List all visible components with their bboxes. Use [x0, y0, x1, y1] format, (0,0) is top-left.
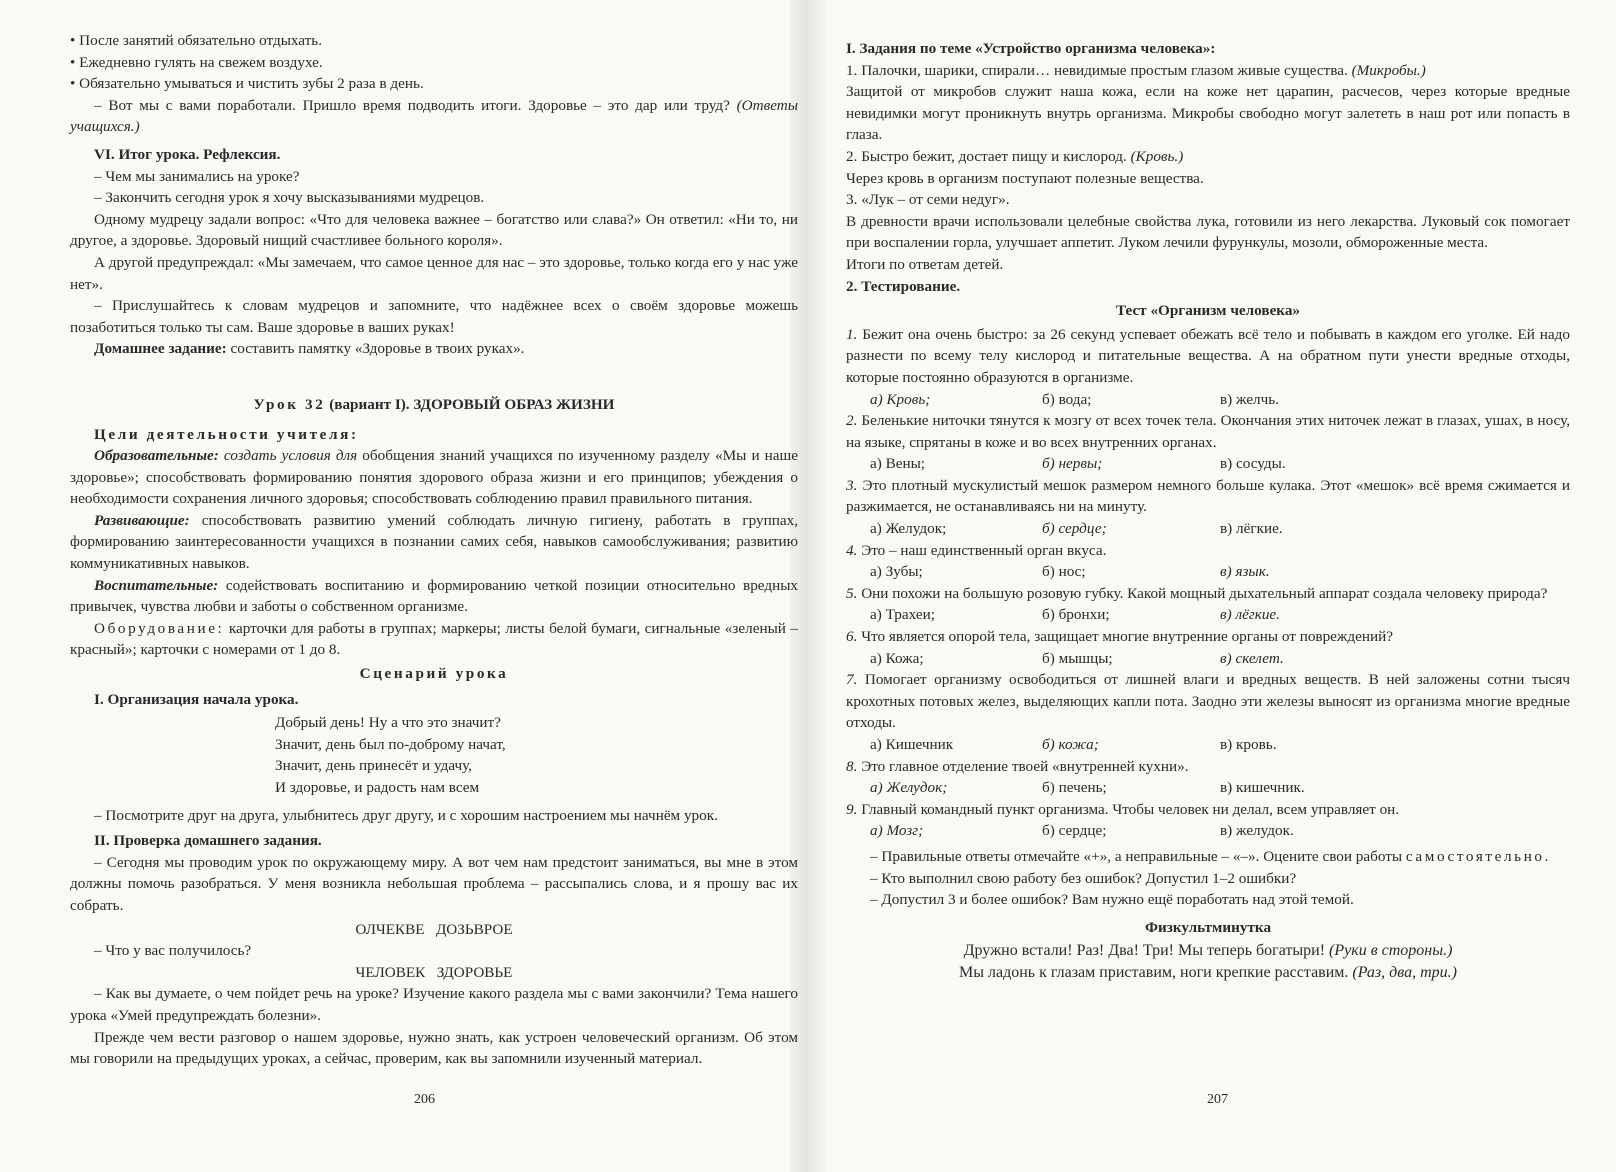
section-heading: Физкультминутка [1144, 918, 1272, 936]
paragraph: – Прислушайтесь к словам мудрецов и запомните, что надёжнее всех о своём здоровье можешь позаботиться только ты сам. Ваше здоровье в ваших руках! [70, 297, 798, 336]
option-a[interactable]: а) Зубы; [870, 563, 923, 581]
paragraph: Итоги по ответам детей. [846, 255, 1004, 273]
question: 8. Это главное отделение твоей «внутренней кухни». а) Желудок; б) печень; в) кишечник. [846, 756, 1570, 799]
homework: Домашнее задание: составить памятку «Здоровье в твоих руках». [94, 340, 525, 358]
paragraph: А другой предупреждал: «Мы замечаем, что самое ценное для нас – это здоровье, только когда его у нас уже нет». [70, 253, 798, 293]
paragraph: – Сегодня мы проводим урок по окружающему миру. А вот чем нам предстоит заниматься, вы мне в этом должны помочь разобраться. У меня возникла небольшая проблема – рассыпались слова, и я прошу вас их собрать. [70, 853, 798, 914]
section-heading: I. Организация начала урока. [94, 690, 299, 708]
option-c[interactable]: в) язык. [1220, 563, 1270, 581]
right-page [846, 38, 1570, 984]
question: 7. Помогает организму освободиться от лишней влаги и вредных веществ. В ней заложены сотни тысяч крохотных потовых желез, выделяющих капли пота. Заодно эти железы выносят из организма многие вредные отходы. а) Кишечник б) кожа; в) кровь. [846, 669, 1570, 755]
poem-line: Значит, день был по-доброму начат, [275, 735, 506, 753]
goals-developmental: Развивающие: способствовать развитию умений соблюдать личную гигиену, работать в группах, формированию заинтересованности учащихся в познании самих себя, навыков самообслуживания; развитию коммуникативных навыков. [70, 511, 798, 573]
option-b[interactable]: б) сердце; [1042, 520, 1107, 538]
answer-words: ЧЕЛОВЕК ЗДОРОВЬЕ [355, 963, 513, 981]
section-heading: I. Задания по теме «Устройство организма человека»: [846, 40, 1216, 57]
option-b[interactable]: б) нервы; [1042, 455, 1103, 473]
paragraph: Прежде чем вести разговор о нашем здоровье, нужно знать, как устроен человеческий организм. Об этом мы говорили на предыдущих уроках, а сейчас, проверим, как вы запомнили изученный материал. [70, 1028, 798, 1068]
task-1: 1. Палочки, шарики, спирали… невидимые простым глазом живые существа. (Микробы.) [846, 61, 1426, 79]
exercise-line: Дружно встали! Раз! Два! Три! Мы теперь богатыри! (Руки в стороны.) [963, 942, 1453, 960]
option-c[interactable]: в) скелет. [1220, 649, 1284, 667]
paragraph: Через кровь в организм поступают полезные вещества. [846, 169, 1204, 187]
paragraph: – Допустил 3 и более ошибок? Вам нужно ещё поработать над этой темой. [870, 891, 1354, 909]
option-c[interactable]: в) сосуды. [1220, 455, 1286, 473]
option-c[interactable]: в) желудок. [1220, 822, 1294, 840]
paragraph: – Закончить сегодня урок я хочу высказываниями мудрецов. [94, 189, 485, 207]
option-a[interactable]: а) Трахеи; [870, 606, 935, 624]
option-c[interactable]: в) лёгкие. [1220, 520, 1283, 538]
section-heading: VI. Итог урока. Рефлексия. [94, 145, 281, 163]
option-a[interactable]: а) Вены; [870, 455, 926, 473]
option-b[interactable]: б) печень; [1042, 779, 1107, 797]
question: 4. Это – наш единственный орган вкуса. а) Зубы; б) нос; в) язык. [846, 540, 1570, 583]
poem [70, 712, 798, 798]
question: 6. Что является опорой тела, защищает многие внутренние органы от повреждений? а) Кожа; б) мышцы; в) скелет. [846, 626, 1570, 669]
page-number-right: 207 [1207, 1092, 1228, 1107]
paragraph: – Вот мы с вами поработали. Пришло время подводить итоги. Здоровье – это дар или труд? (Ответы учащихся.) [70, 96, 798, 136]
bullet-2: • Ежедневно гулять на свежем воздухе. [70, 53, 323, 71]
scrambled-words: ОЛЧЕКВЕ ДОЗЬВРОЕ [355, 920, 513, 938]
poem-line: И здоровье, и радость нам всем [275, 779, 480, 796]
question: 1. Бежит она очень быстро: за 26 секунд успевает обежать всё тело и побывать в каждом его уголке. Ей надо разнести по всему телу кислород и питательные вещества. А на обратном пути унести вредные отходы, которые постоянно образуются в организме. а) Кровь; б) вода; в) желчь. [846, 324, 1570, 410]
bullet-1: • После занятий обязательно отдыхать. [70, 32, 322, 49]
goals-educational: Образовательные: создать условия для обобщения знаний учащихся по изученному разделу «Мы и наше здоровье»; способствовать формированию понятия здорового образа жизни и его принципов; убеждения о необходимости сохранения личного здоровья; способствовать соблюдению правил правильного питания. [70, 447, 798, 508]
paragraph: Защитой от микробов служит наша кожа, если на коже нет царапин, расчесов, через которые вредные невидимки могут проникнуть внутрь организма. Микробы свободно могут залететь в наш рот или попасть в глаза. [846, 83, 1570, 144]
paragraph: – Как вы думаете, о чем пойдет речь на уроке? Изучение какого раздела мы с вами закончили? Тема нашего урока «Умей предупреждать болезни». [70, 985, 798, 1024]
equipment: Оборудование: карточки для работы в группах; маркеры; листы белой бумаги, сигнальные «зеленый – красный»; карточки с номерами от 1 до 8. [70, 619, 798, 659]
option-c[interactable]: в) желчь. [1220, 390, 1279, 408]
question: 5. Они похожи на большую розовую губку. Какой мощный дыхательный аппарат создала человеку природа? а) Трахеи; б) бронхи; в) лёгкие. [846, 583, 1570, 626]
test-title: Тест «Организм человека» [1115, 302, 1301, 320]
option-a[interactable]: а) Кишечник [870, 736, 954, 753]
paragraph: – Правильные ответы отмечайте «+», а неправильные – «–». Оцените свои работы самостоятельно. [870, 847, 1552, 865]
section-heading: II. Проверка домашнего задания. [94, 832, 322, 850]
paragraph: – Чем мы занимались на уроке? [94, 167, 300, 185]
option-c[interactable]: в) кровь. [1220, 736, 1277, 753]
question: 2. Беленькие ниточки тянутся к мозгу от всех точек тела. Окончания этих ниточек лежат в глазах, ушах, в носу, на языке, спрятаны в коже и во всех внутренних органах. а) Вены; б) нервы; в) сосуды. [846, 410, 1570, 475]
paragraph: – Посмотрите друг на друга, улыбнитесь друг другу, и с хорошим настроением мы начнём урок. [94, 806, 718, 824]
option-a[interactable]: а) Кожа; [870, 649, 924, 667]
paragraph: Одному мудрецу задали вопрос: «Что для человека важнее – богатство или слава?» Он ответил: «Ни то, ни другое, а здоровье. Здоровый нищий счастливее больного короля». [70, 210, 798, 250]
goals-heading: Цели деятельности учителя: [94, 425, 359, 443]
option-b[interactable]: б) сердце; [1042, 822, 1107, 840]
question: 3. Это плотный мускулистый мешок размером немного больше кулака. Этот «мешок» всё время сжимается и разжимается, не останавливаясь ни на минуту. а) Желудок; б) сердце; в) лёгкие. [846, 475, 1570, 540]
option-a[interactable]: а) Мозг; [870, 822, 924, 840]
exercise-line: Мы ладонь к глазам приставим, ноги крепкие расставим. (Раз, два, три.) [959, 963, 1457, 981]
option-b[interactable]: б) бронхи; [1042, 606, 1110, 624]
scenario-heading: Сценарий урока [359, 665, 509, 683]
poem-line: Значит, день принесёт и удачу, [275, 757, 472, 775]
option-b[interactable]: б) нос; [1042, 563, 1086, 581]
option-b[interactable]: б) мышцы; [1042, 649, 1113, 667]
task-2: 2. Быстро бежит, достает пищу и кислород. (Кровь.) [846, 147, 1184, 165]
paragraph: – Кто выполнил свою работу без ошибок? Допустил 1–2 ошибки? [870, 869, 1297, 887]
paragraph: В древности врачи использовали целебные свойства лука, готовили из него лекарства. Луковый сок помогает при воспалении горла, улучшает аппетит. Луком лечили фурункулы, мозоли, обмороженные места. [846, 212, 1570, 252]
page-number-left: 206 [414, 1092, 435, 1107]
option-a[interactable]: а) Желудок; [870, 520, 947, 538]
option-b[interactable]: б) кожа; [1042, 736, 1099, 753]
option-c[interactable]: в) лёгкие. [1220, 606, 1280, 624]
task-3: 3. «Лук – от семи недуг». [846, 191, 1010, 209]
question: 9. Главный командный пункт организма. Чтобы человек ни делал, всем управляет он. а) Мозг; б) сердце; в) желудок. [846, 799, 1570, 842]
left-page [70, 30, 798, 1070]
option-b[interactable]: б) вода; [1042, 390, 1092, 408]
option-a[interactable]: а) Кровь; [870, 390, 931, 408]
bullet-3: • Обязательно умываться и чистить зубы 2 раза в день. [70, 75, 424, 93]
paragraph: – Что у вас получилось? [94, 942, 252, 960]
section-heading: 2. Тестирование. [846, 277, 961, 295]
goals-upbringing: Воспитательные: содействовать воспитанию и формированию четкой позиции относительно вредных привычек, чувства любви и заботы о собственном организме. [70, 576, 798, 616]
poem-line: Добрый день! Ну а что это значит? [275, 714, 501, 732]
lesson-title: Урок 32 (вариант I). ЗДОРОВЫЙ ОБРАЗ ЖИЗНИ [253, 395, 615, 413]
option-c[interactable]: в) кишечник. [1220, 779, 1305, 797]
option-a[interactable]: а) Желудок; [870, 779, 948, 797]
